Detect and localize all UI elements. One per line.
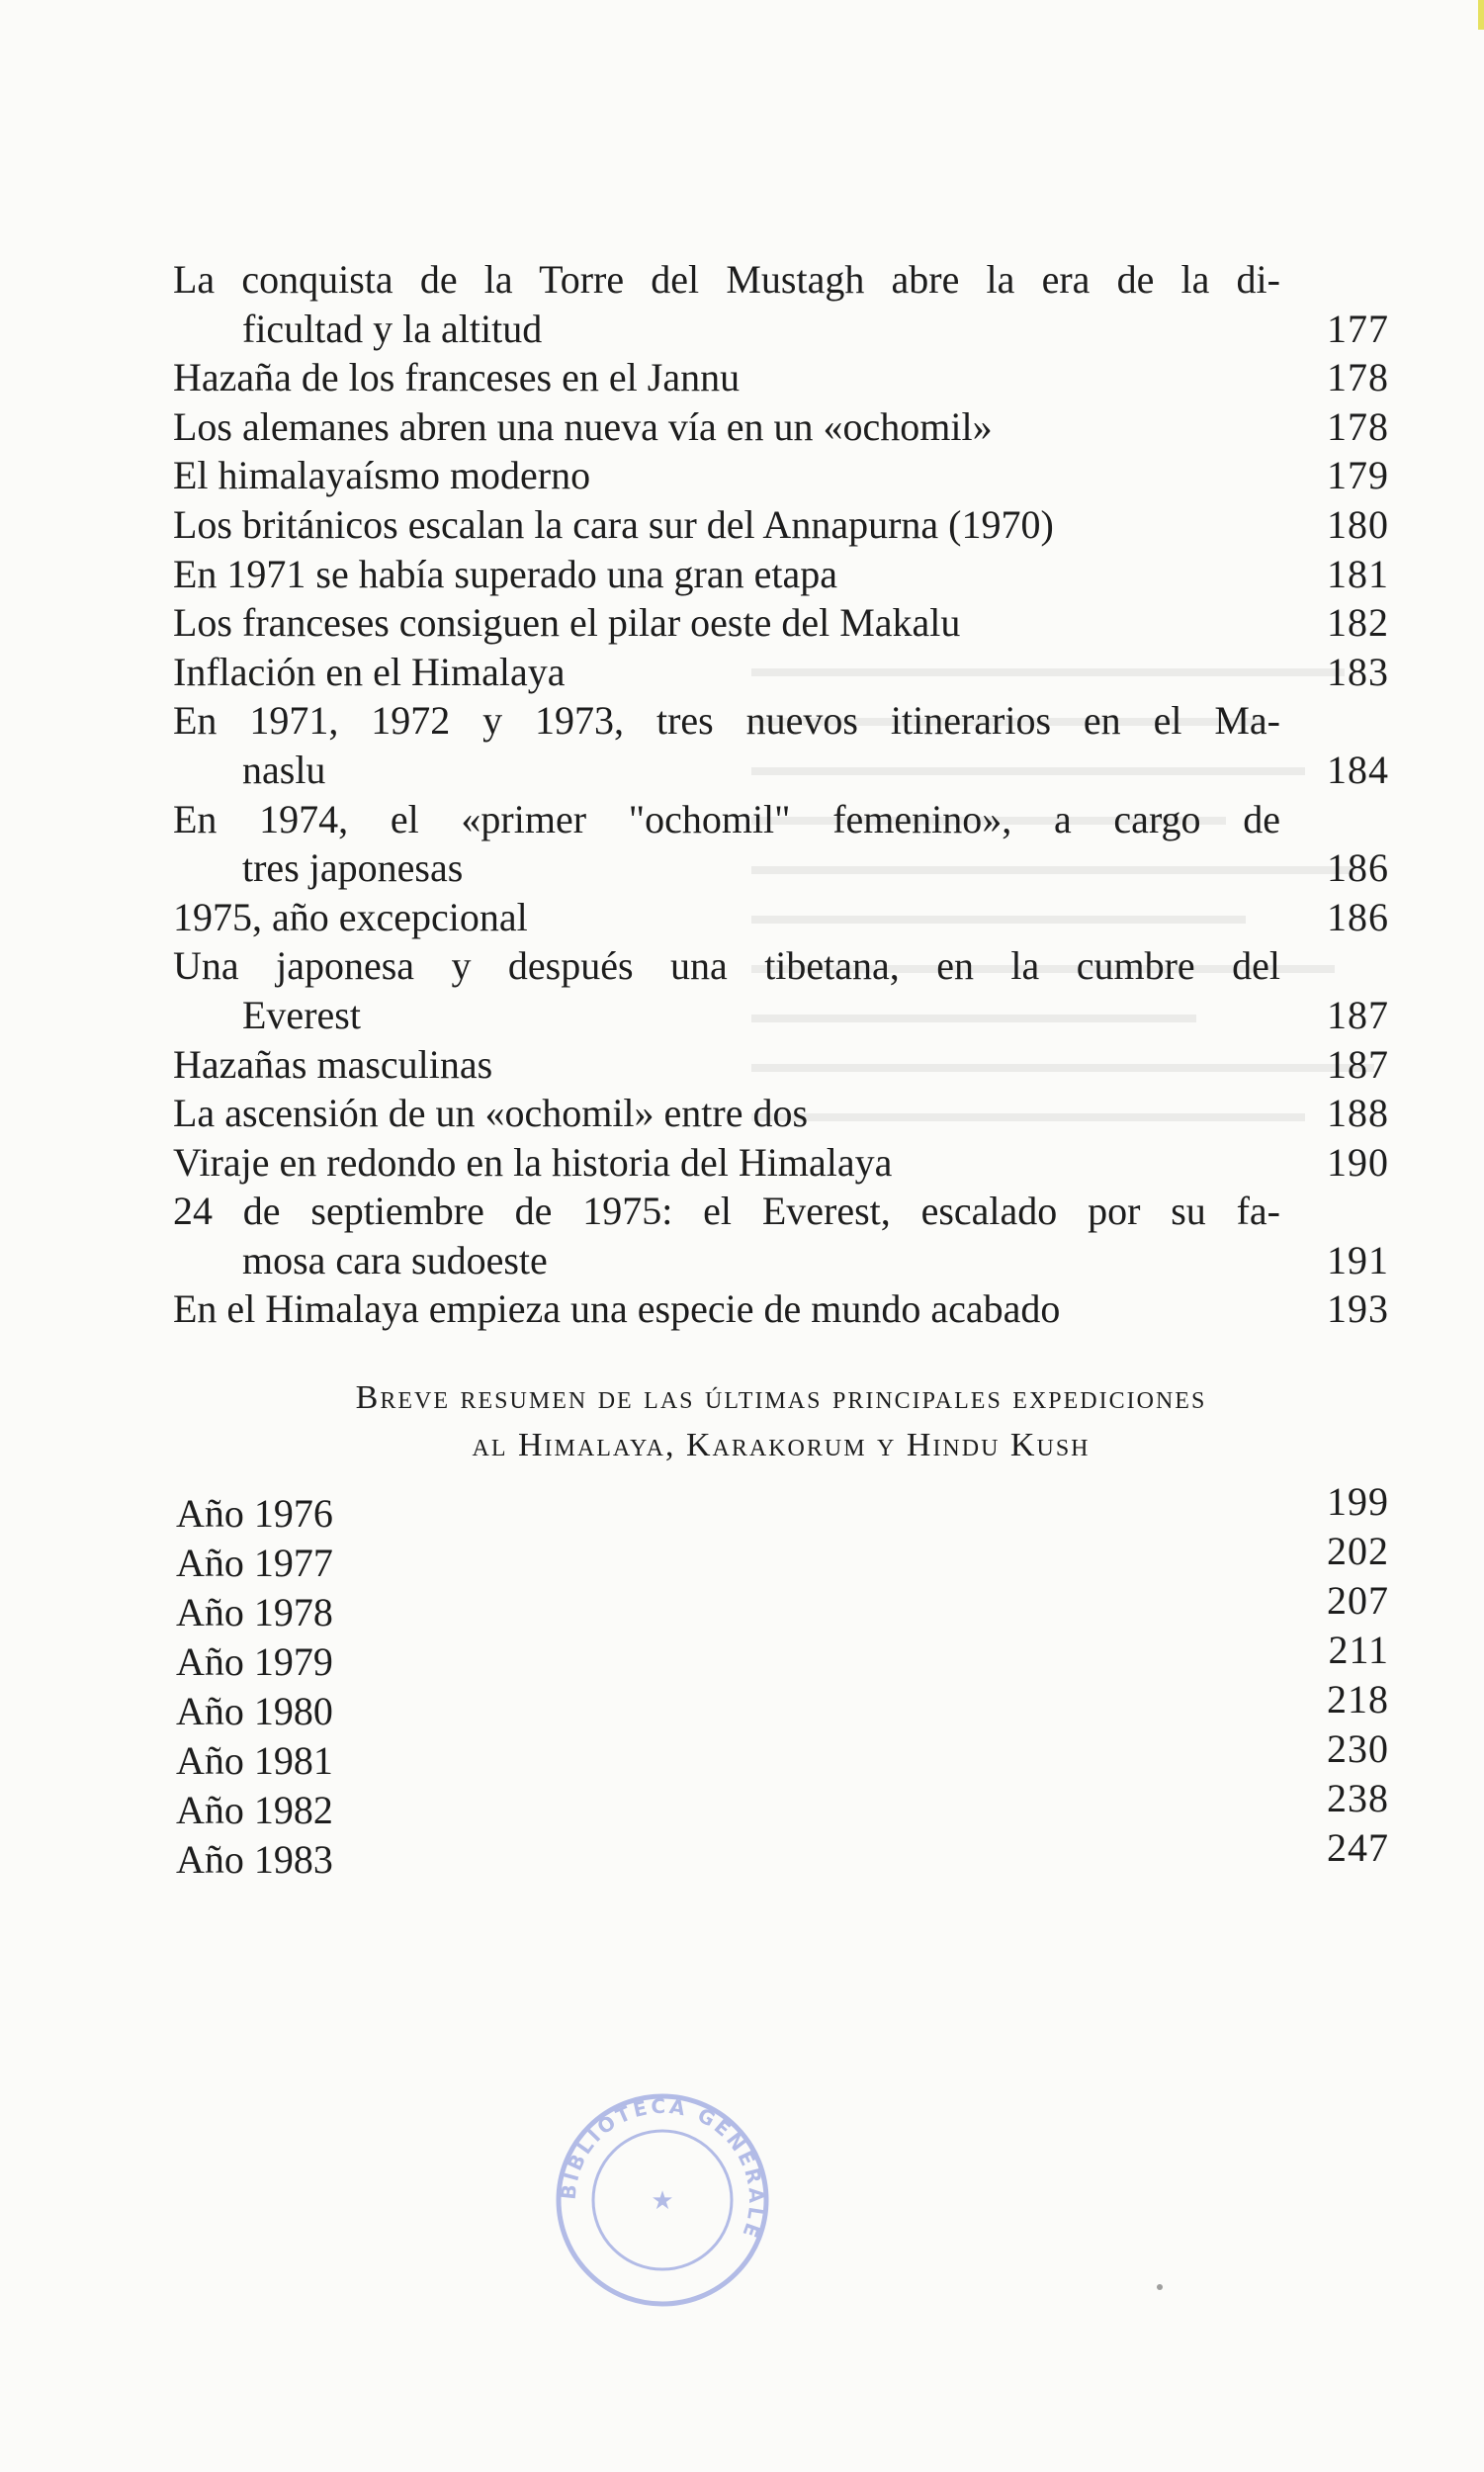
section-heading (173, 1374, 1389, 1469)
toc-entry-title (173, 550, 1320, 599)
toc-entry (173, 500, 1389, 550)
year-label: Año 1979 (176, 1639, 333, 1684)
toc-page-number: 182 (1327, 600, 1389, 646)
page-edge-mark (1478, 0, 1484, 30)
year-label: Año 1983 (176, 1837, 333, 1882)
toc-entry-title (173, 353, 1320, 402)
toc-entry-line: La ascensión de un «ochomil» entre dos (173, 1091, 809, 1136)
toc-entry (173, 941, 1389, 1039)
toc-entry (173, 255, 1389, 353)
toc-page-number: 186 (1327, 894, 1389, 939)
toc-entry-line-continued: Everest (242, 992, 361, 1037)
toc-entry (173, 451, 1389, 500)
toc-entry-line: Los franceses consiguen el pilar oeste del Makalu (173, 600, 961, 646)
year-page-number: 218 (1327, 1677, 1389, 1722)
year-page-number: 202 (1327, 1529, 1389, 1573)
paper-speck (1157, 2284, 1163, 2290)
toc-entry-line: En el Himalaya empieza una especie de mundo acabado (173, 1286, 1061, 1332)
toc-entry-title (173, 402, 1320, 452)
toc-entry-line: 1975, año excepcional (173, 894, 528, 939)
toc-entry-line-continued: tres japonesas (242, 845, 464, 891)
year-page-number: 207 (1327, 1578, 1389, 1623)
toc-entry-line-continued: ficultad y la altitud (242, 306, 543, 351)
toc-page-number: 179 (1327, 453, 1389, 498)
toc-entry-line: Los británicos escalan la cara sur del Annapurna (1970) (173, 501, 1054, 547)
toc-entry-line: Viraje en redondo en la historia del Himalaya (173, 1139, 893, 1185)
toc-entry (173, 598, 1389, 648)
toc-entry-title (173, 893, 1320, 942)
toc-page-number: 178 (1327, 403, 1389, 449)
svg-text:★: ★ (651, 2186, 674, 2216)
toc-entry (173, 1040, 1389, 1090)
toc-entry-line-continued: mosa cara sudoeste (242, 1237, 548, 1282)
toc-page-number: 177 (1327, 306, 1389, 351)
year-entry (176, 1578, 1389, 1637)
toc-page-number: 190 (1327, 1139, 1389, 1185)
year-page-number: 211 (1328, 1628, 1389, 1672)
year-label: Año 1982 (176, 1788, 333, 1832)
toc-page-number: 187 (1327, 992, 1389, 1037)
toc-entry (173, 1284, 1389, 1334)
year-entry (176, 1479, 1389, 1539)
toc-entry-line: Hazañas masculinas (173, 1041, 493, 1087)
toc-entry-title (173, 500, 1320, 550)
toc-page-number: 193 (1327, 1286, 1389, 1332)
year-page-number: 247 (1327, 1825, 1389, 1870)
toc-entry-title (173, 941, 1320, 1039)
toc-entry (173, 1138, 1389, 1188)
year-entry (176, 1677, 1389, 1736)
svg-text:BIBLIOTECA GENERALE (557, 2094, 769, 2244)
year-label: Año 1977 (176, 1541, 333, 1585)
year-page-number: 238 (1327, 1776, 1389, 1820)
toc-entry (173, 550, 1389, 599)
year-entry (176, 1776, 1389, 1835)
year-entry (176, 1726, 1389, 1786)
toc-page-number: 181 (1327, 551, 1389, 596)
toc-entry (173, 893, 1389, 942)
table-of-contents (173, 255, 1389, 1334)
toc-entry-title (173, 598, 1320, 648)
toc-entry-title (173, 795, 1320, 893)
toc-page-number: 186 (1327, 845, 1389, 891)
toc-page-number: 184 (1327, 747, 1389, 792)
toc-page-number: 180 (1327, 501, 1389, 547)
toc-entry-title (173, 1138, 1320, 1188)
toc-entry-line: Una japonesa y después una tibetana, en la cumbre del (173, 943, 1280, 989)
year-page-number: 199 (1327, 1479, 1389, 1524)
year-entry (176, 1825, 1389, 1885)
toc-entry-line: Inflación en el Himalaya (173, 649, 566, 694)
toc-page-number: 178 (1327, 355, 1389, 400)
toc-entry-line: La conquista de la Torre del Mustagh abre la era de la di- (173, 257, 1280, 302)
year-page-number: 230 (1327, 1726, 1389, 1771)
library-stamp (549, 2086, 776, 2314)
toc-entry-line: En 1971 se había superado una gran etapa (173, 551, 837, 596)
year-entry (176, 1628, 1389, 1687)
toc-page-number: 183 (1327, 649, 1389, 694)
toc-entry-line: En 1974, el «primer "ochomil" femenino», a cargo de (173, 796, 1280, 841)
toc-entry-title (173, 1040, 1320, 1090)
section-heading-line2: al Himalaya, Karakorum y Hindu Kush (472, 1427, 1091, 1463)
toc-entry (173, 353, 1389, 402)
toc-entry-line: En 1971, 1972 y 1973, tres nuevos itinerarios en el Ma- (173, 698, 1280, 744)
stamp-text: BIBLIOTECA GENERALE (556, 2093, 769, 2244)
toc-entry (173, 1089, 1389, 1138)
toc-entry (173, 402, 1389, 452)
toc-entry (173, 795, 1389, 893)
toc-entry-line: Hazaña de los franceses en el Jannu (173, 355, 741, 400)
year-entry (176, 1529, 1389, 1588)
toc-entry-line: El himalayaísmo moderno (173, 453, 591, 498)
toc-page-number: 191 (1327, 1237, 1389, 1282)
year-label: Año 1976 (176, 1491, 333, 1536)
year-label: Año 1980 (176, 1689, 333, 1733)
toc-entry (173, 1187, 1389, 1284)
year-list (176, 1479, 1389, 1885)
toc-page-number: 188 (1327, 1091, 1389, 1136)
year-label: Año 1978 (176, 1590, 333, 1634)
toc-entry-title (173, 255, 1320, 353)
toc-page-number: 187 (1327, 1041, 1389, 1087)
toc-entry-line-continued: naslu (242, 747, 326, 792)
toc-entry-title (173, 451, 1320, 500)
toc-entry-title (173, 1284, 1320, 1334)
toc-entry-title (173, 1089, 1320, 1138)
toc-entry-title (173, 696, 1320, 794)
toc-entry-line: Los alemanes abren una nueva vía en un «ochomil» (173, 403, 993, 449)
toc-entry (173, 648, 1389, 697)
toc-entry-title (173, 648, 1320, 697)
section-heading-line1: Breve resumen de las últimas principales expediciones (355, 1379, 1207, 1416)
toc-entry (173, 696, 1389, 794)
toc-entry-title (173, 1187, 1320, 1284)
year-label: Año 1981 (176, 1738, 333, 1783)
toc-entry-line: 24 de septiembre de 1975: el Everest, escalado por su fa- (173, 1189, 1280, 1234)
